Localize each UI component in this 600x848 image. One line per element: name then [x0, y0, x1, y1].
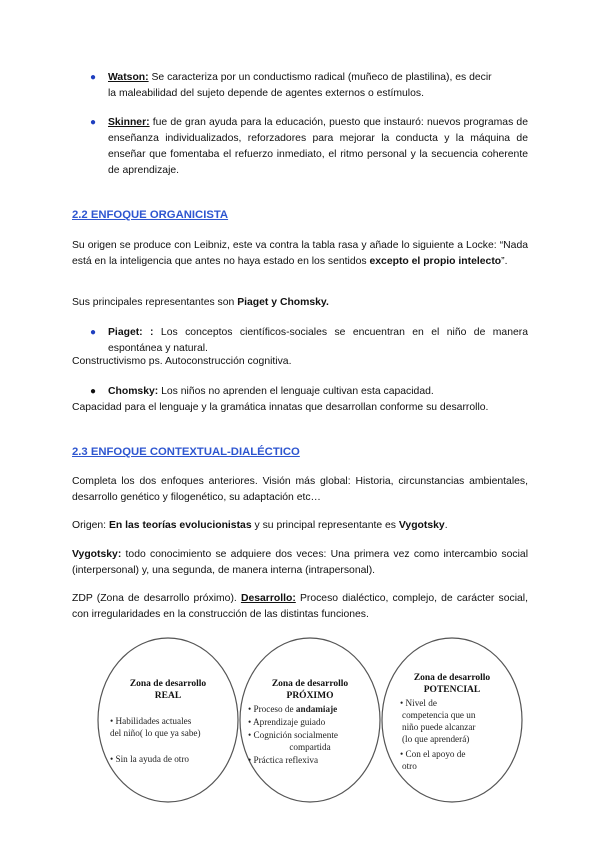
- intro-end: ”.: [501, 256, 508, 267]
- proximo-b3a: • Cognición socialmente: [248, 730, 338, 740]
- skinner-name: Skinner:: [108, 117, 150, 128]
- proximo-b1bold: andamiaje: [295, 704, 338, 714]
- contextual-p1: Completa los dos enfoques anteriores. Visión más global: Historia, circunstancias ambientales, desarrollo genético y filogenético, su adaptación etc…: [72, 476, 528, 503]
- potencial-b2a: • Con el apoyo de: [400, 749, 466, 759]
- intro-bold: excepto el propio intelecto: [369, 256, 502, 267]
- potencial-b1b: competencia que un: [402, 710, 476, 720]
- origin-bold2: Vygotsky: [398, 520, 445, 531]
- chomsky-after: Capacidad para el lenguaje y la gramática innatas que desarrollan conforme su desarrollo.: [72, 402, 489, 413]
- potencial-b1c: niño puede alcanzar: [402, 722, 476, 732]
- proximo-title1: Zona de desarrollo: [271, 679, 349, 689]
- watson-line2: la maleabilidad del sujeto depende de agentes externos o estímulos.: [108, 88, 424, 99]
- vygotsky-name: Vygotsky:: [72, 549, 122, 560]
- watson-paragraph: [108, 70, 528, 102]
- intro-text: Su origen se produce con Leibniz, este va contra la tabla rasa y añade lo siguiente a Locke: “Nada está en la inteligencia que antes no haya estado en los sentidos: [72, 240, 528, 267]
- potencial-b1d: (lo que aprenderá): [402, 734, 470, 744]
- zdp-desc: Proceso dialéctico, complejo, de carácter social, con irregularidades en la construcción de las distintas funciones.: [72, 593, 528, 620]
- origin-end: .: [444, 520, 448, 531]
- section-heading-organicista: 2.2 ENFOQUE ORGANICISTA: [72, 209, 229, 221]
- chomsky-text: Los niños no aprenden el lenguaje cultivan esta capacidad.: [158, 386, 434, 397]
- potencial-title1: Zona de desarrollo: [413, 673, 491, 683]
- chomsky-name: Chomsky:: [108, 386, 159, 397]
- organicista-intro: [72, 238, 528, 270]
- proximo-title2: PRÓXIMO: [286, 691, 334, 701]
- bullet-dot: ●: [90, 72, 97, 83]
- watson-line1: Se caracteriza por un conductismo radical (muñeco de plastilina), es decir: [148, 72, 492, 83]
- real-title2: REAL: [154, 691, 182, 701]
- potencial-b2b: otro: [402, 761, 417, 771]
- proximo-b2: • Aprendizaje guiado: [248, 717, 326, 727]
- chomsky-paragraph: [108, 384, 528, 400]
- piaget-name: Piaget: :: [108, 327, 154, 338]
- origin-mid: y su principal representante es: [251, 520, 399, 531]
- piaget-after: Constructivismo ps. Autoconstrucción cognitiva.: [72, 356, 292, 367]
- bullet-dot: ●: [90, 386, 97, 397]
- zdp-paragraph: [72, 591, 528, 623]
- real-b1b: del niño( lo que ya sabe): [110, 728, 201, 738]
- piaget-text: Los conceptos científicos-sociales se encuentran en el niño de manera espontánea y natural.: [108, 327, 528, 354]
- proximo-b1a: • Proceso de: [248, 704, 296, 714]
- zdp-diagram: [96, 636, 526, 804]
- skinner-text: fue de gran ayuda para la educación, puesto que instauró: nuevos programas de enseñanza individualizados, reforzadores para mejorar la conducta y la máquina de enseñar que fomentaba el refuerzo inmediato, el ritmo personal y la secuencia coherente de aprendizaje.: [108, 117, 528, 176]
- representantes-line: [72, 295, 528, 311]
- origin-text: Origen:: [72, 520, 109, 531]
- bullet-dot: ●: [90, 327, 97, 338]
- vygotsky-text: todo conocimiento se adquiere dos veces: Una primera vez como intercambio social (interpersonal) y, una segunda, de manera interna (intrapersonal).: [72, 549, 528, 576]
- reps-text: Sus principales representantes son: [72, 297, 238, 308]
- potencial-b1a: • Nivel de: [400, 698, 437, 708]
- proximo-b3b: compartida: [289, 742, 331, 752]
- bullet-dot: ●: [90, 117, 97, 128]
- zdp-text: ZDP (Zona de desarrollo próximo).: [72, 593, 241, 604]
- real-b2: • Sin la ayuda de otro: [110, 754, 189, 764]
- watson-name: Watson:: [108, 72, 149, 83]
- potencial-title2: POTENCIAL: [423, 685, 481, 695]
- piaget-paragraph: [108, 325, 528, 357]
- section-heading-contextual: 2.3 ENFOQUE CONTEXTUAL-DIALÉCTICO: [72, 446, 300, 458]
- real-title1: Zona de desarrollo: [129, 679, 207, 689]
- origin-line: [72, 518, 528, 534]
- real-b1a: • Habilidades actuales: [110, 716, 192, 726]
- vygotsky-paragraph: [72, 547, 528, 579]
- origin-bold: En las teorías evolucionistas: [108, 520, 252, 531]
- reps-bold: Piaget y Chomsky.: [237, 297, 329, 308]
- skinner-paragraph: [108, 115, 528, 179]
- ellipse-potencial: [382, 638, 522, 802]
- zdp-bold: Desarrollo:: [240, 593, 296, 604]
- proximo-b4: • Práctica reflexiva: [248, 755, 319, 765]
- proximo-b1: [248, 704, 337, 714]
